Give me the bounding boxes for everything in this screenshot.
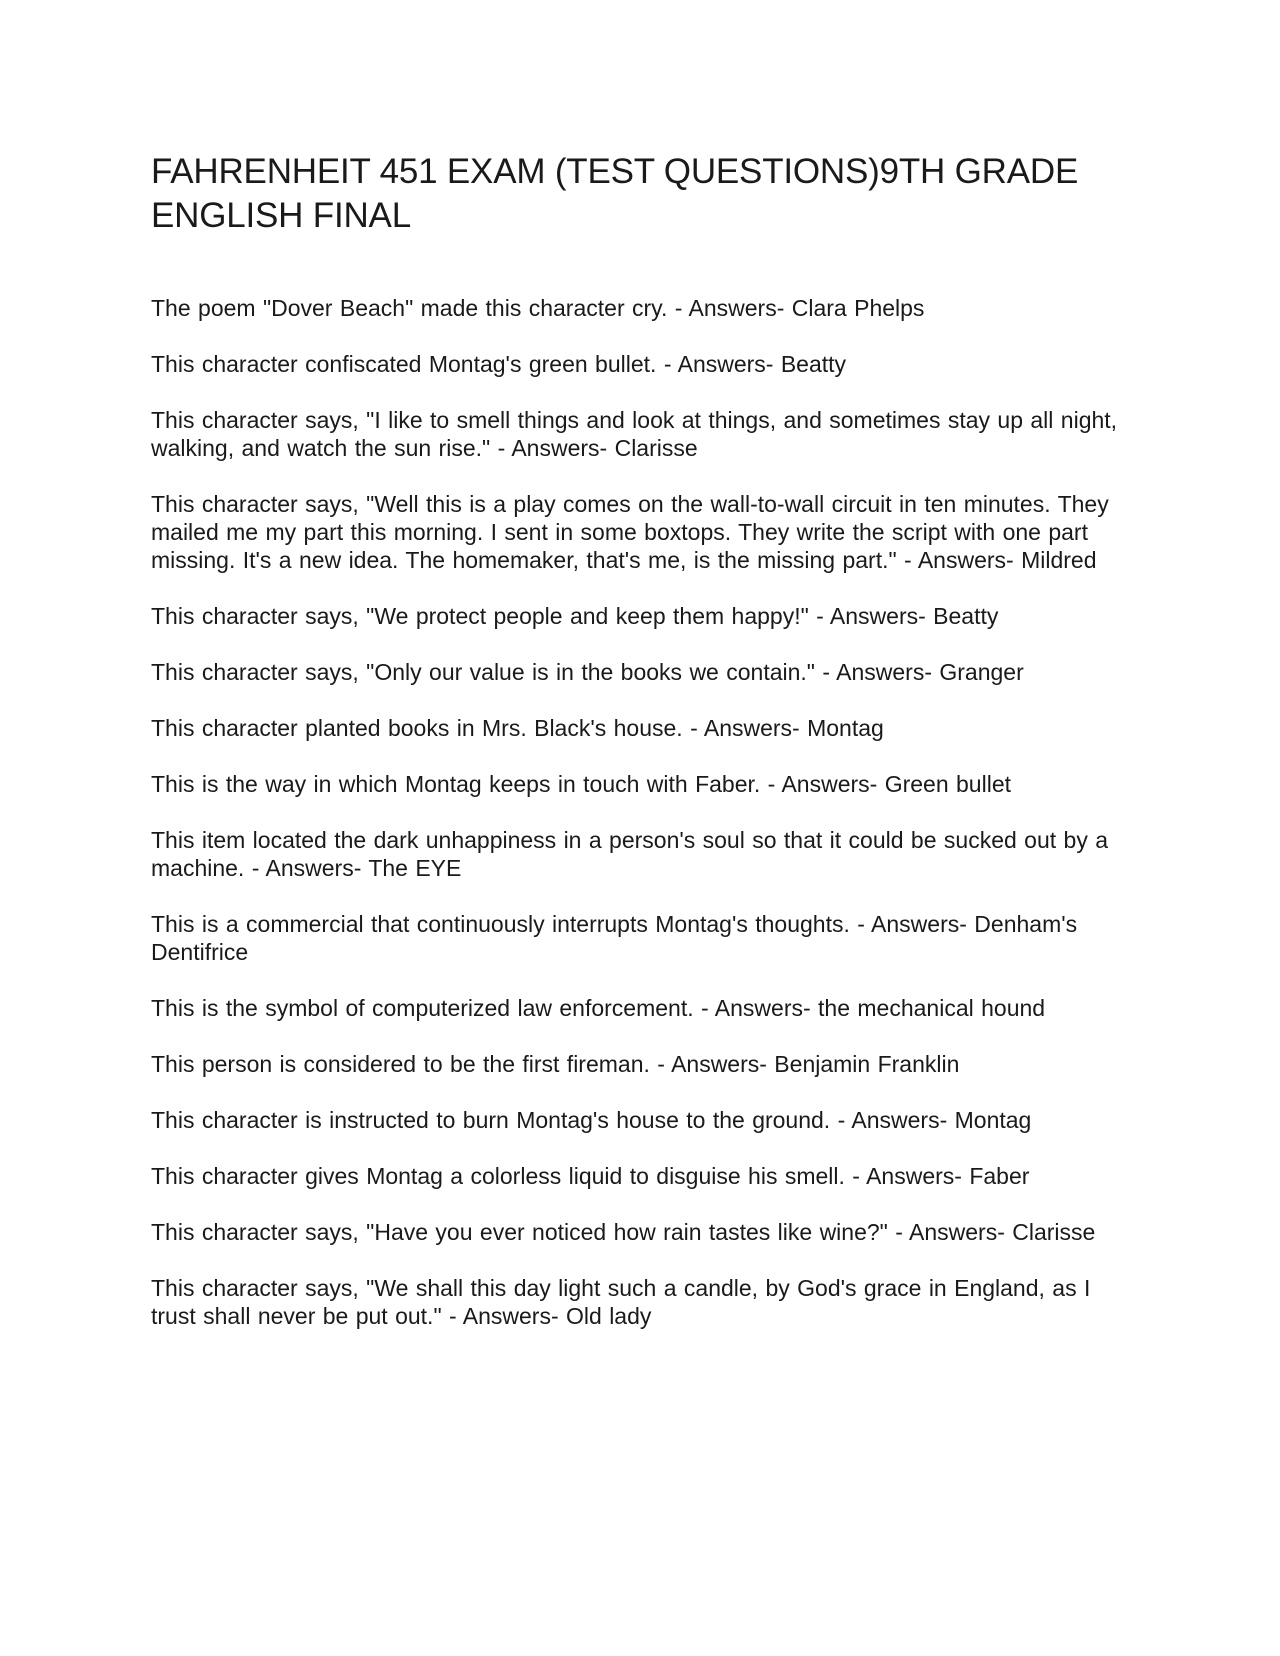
qa-item-12: This person is considered to be the first fireman. - Answers- Benjamin Franklin bbox=[151, 1051, 960, 1077]
qa-item-7: This character planted books in Mrs. Black's house. - Answers- Montag bbox=[151, 715, 884, 741]
document-title: FAHRENHEIT 451 EXAM (TEST QUESTIONS)9TH GRADE ENGLISH FINAL bbox=[151, 152, 1079, 235]
qa-item-3: This character says, "I like to smell things and look at things, and sometimes stay up all night, walking, and watch the sun rise." - Answers- Clarisse bbox=[151, 407, 1118, 461]
qa-item-16: This character says, "We shall this day light such a candle, by God's grace in England, as I trust shall never be put out." - Answers- Old lady bbox=[151, 1275, 1091, 1329]
qa-item-8: This is the way in which Montag keeps in touch with Faber. - Answers- Green bullet bbox=[151, 771, 1012, 797]
qa-item-5: This character says, "We protect people and keep them happy!" - Answers- Beatty bbox=[151, 603, 999, 629]
qa-item-2: This character confiscated Montag's green bullet. - Answers- Beatty bbox=[151, 351, 847, 377]
qa-item-11: This is the symbol of computerized law enforcement. - Answers- the mechanical hound bbox=[151, 995, 1046, 1021]
qa-item-13: This character is instructed to burn Montag's house to the ground. - Answers- Montag bbox=[151, 1107, 1032, 1133]
qa-item-9: This item located the dark unhappiness in a person's soul so that it could be sucked out by a machine. - Answers- The EYE bbox=[151, 827, 1109, 881]
qa-item-10: This is a commercial that continuously interrupts Montag's thoughts. - Answers- Denham's Dentifrice bbox=[151, 911, 1078, 965]
qa-item-4: This character says, "Well this is a play comes on the wall-to-wall circuit in ten minutes. They mailed me my part this morning. I sent in some boxtops. They write the script with one part missing. It's a new idea. The homemaker, that's me, is the missing part." - Answers- Mildred bbox=[151, 491, 1109, 573]
question-answer-list bbox=[151, 294, 1131, 1358]
qa-item-15: This character says, "Have you ever noticed how rain tastes like wine?" - Answers- Clarisse bbox=[151, 1219, 1096, 1245]
qa-item-1: The poem "Dover Beach" made this character cry. - Answers- Clara Phelps bbox=[151, 295, 925, 321]
qa-item-6: This character says, "Only our value is in the books we contain." - Answers- Granger bbox=[151, 659, 1024, 685]
qa-item-14: This character gives Montag a colorless liquid to disguise his smell. - Answers- Faber bbox=[151, 1163, 1030, 1189]
